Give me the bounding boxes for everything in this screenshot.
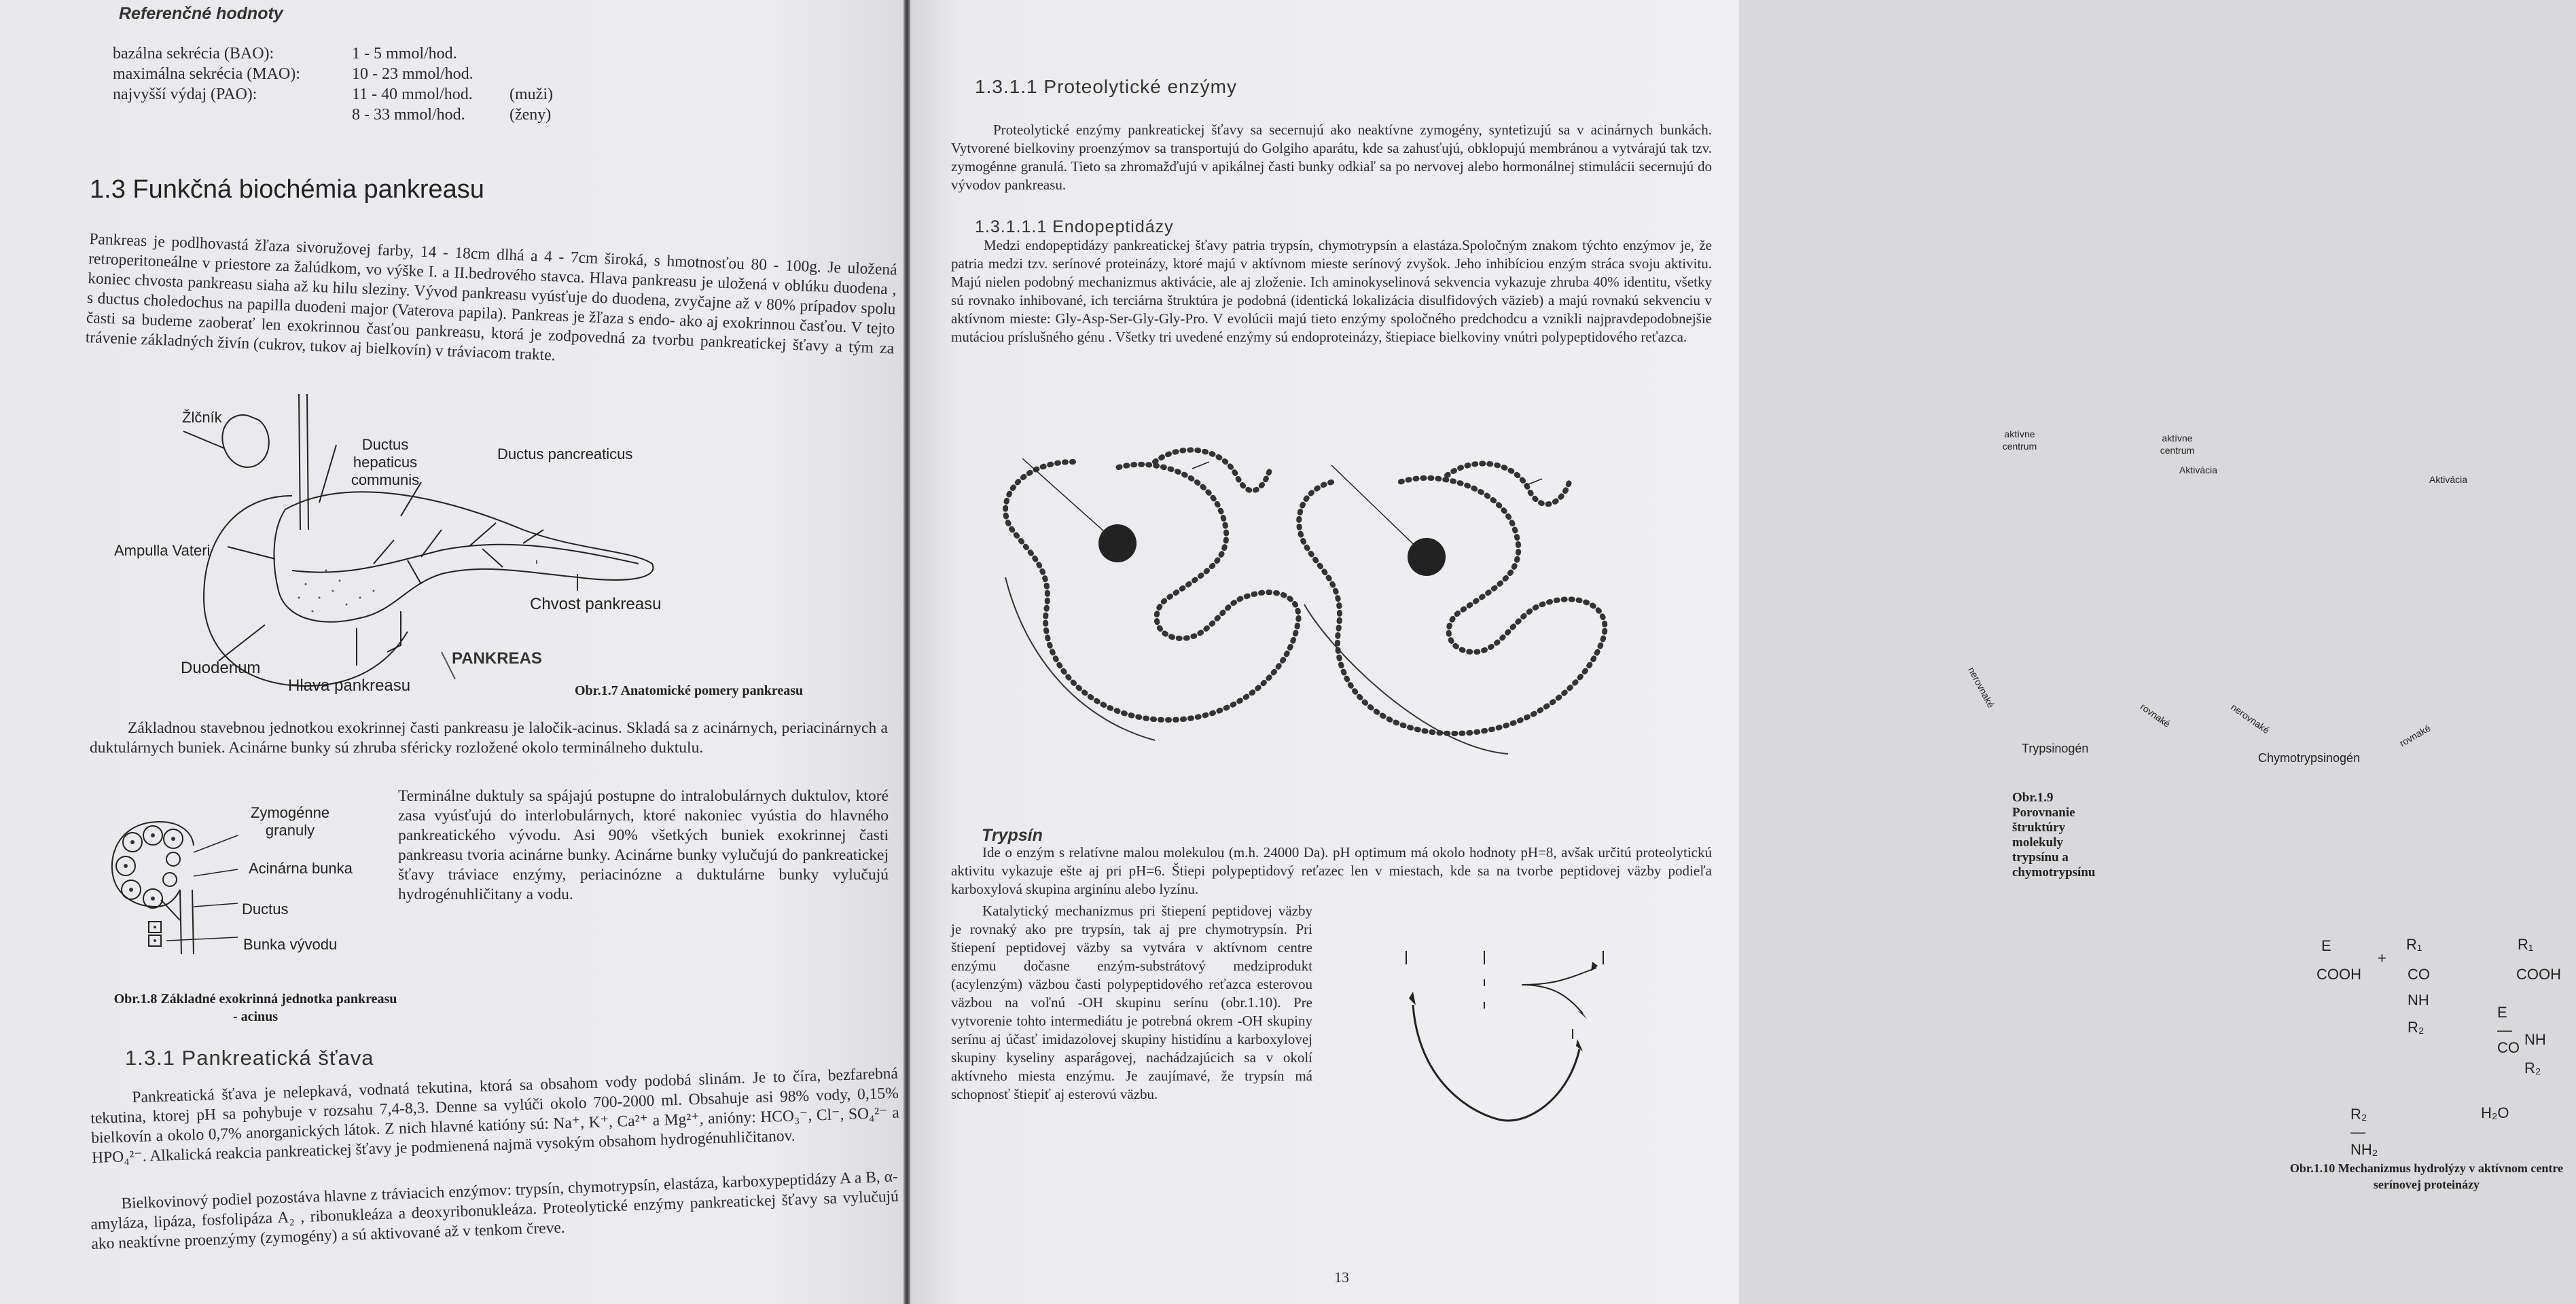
chem-E-CO: E—CO [2497, 1004, 2520, 1056]
endopeptidases-paragraph: Medzi endopeptidázy pankreatickej šťavy patria trypsín, chymotrypsín a elastáza.Spoločným znakom týchto enzýmov je, že patria medzi tzv. serínové proteinázy, ktoré majú v aktívnom mieste serínový zvyšok. Jeho inhibíciou enzým stráca svoju aktivitu. Majú nielen podobný mechanizmus aktivácie, ale aj zloženie. Ich aminokyselinová sekvencia vykazuje zhruba 40% identitu, všetky sú rovnako inhibované, ich terciárna štruktúra je podobná (identická lokalizácia disulfidových väzieb) a majú rovnakú sekvenciu v aktívnom mieste: Gly-Asp-Ser-Gly-Gly-Pro. V evolúcii majú tieto enzýmy spoločného predchodcu a vznikli najpravdepodobnejšie mutáciou príslušného génu . Všetky tri uvedené enzýmy sú endoproteinázy, štiepiace bielkoviny vnútri polypeptidového reťazca. [951, 237, 1712, 345]
label-ampulla-vateri: Ampulla Vateri [114, 542, 211, 559]
label-ductus: Ductus [242, 901, 289, 918]
reference-values-title: Referenčné hodnoty [119, 4, 283, 23]
trypsinogen-chymotrypsinogen-figure [951, 435, 1712, 774]
subsection-title-pancreatic-juice: 1.3.1 Pankreatická šťava [125, 1046, 374, 1070]
acinus-paragraph: Základnou stavebnou jednotkou exokrinnej časti pankreasu je laločik-acinus. Skladá sa z acinárnych, periacinárnych a duktulárnych buniek. Acinárne bunky sú zhruba sféricky rozložené okolo terminálneho duktulu. [90, 719, 888, 757]
catalytic-mechanism-paragraph: Katalytický mechanizmus pri štiepení peptidovej väzby je rovnaký ako pre trypsín, tak aj pre chymotrypsín. Pri štiepení peptidovej väzby sa vytvára v aktívnom centre enzýmu dočasne enzým-substrátový medziprodukt (acylenzým) väzbou časti polypeptidového reťazca esterovou väzbou na voľnú -OH skupinu serínu (obr.1.10). Pre vytvorenie tohto intermediátu je potrebná okrem -OH skupiny serínu aj účasť imidazolovej skupiny histidínu a karboxylovej skupiny kyseliny asparágovej, nachádzajúcich sa v okolí aktívneho miesta enzýmu. Je zaujímavé, že trypsín má schopnosť štiepiť aj esterovú väzbu. [951, 903, 1312, 1102]
figure-1-8-caption: Obr.1.8 Základné exokrinná jednotka pankreasu - acinus [113, 992, 397, 1024]
label-unequal-1: nerovnaké [1966, 665, 1997, 710]
left-page [0, 0, 904, 1304]
book-gutter [904, 0, 910, 1304]
label-gallbladder: Žlčník [182, 409, 222, 426]
label-active-center-2: aktívne centrum [2160, 433, 2195, 456]
label-zymogen-granules: Zymogénne granuly [250, 804, 330, 839]
intro-paragraph: Pankreas je podlhovastá žľaza sivoružovej farby, 14 - 18cm dlhá a 4 - 7cm široká, s hmotnosťou 80 - 100g. Je uložená retroperitoneálne v priestore za žalúdkom, vo výške I. a II.bedrového stavca. Hlava pankreasu je uložená v oblúku duodena , koniec chvosta pankreasu siaha až ku hilu sleziny. Vývod pankreasu vyúsťuje do duodena, zvyčajne až v 80% prípadov spolu s ductus choledochus na papilla duodeni major (Vaterova papila). Pankreas je žľaza s endo- ako aj exokrinnou časťou. V tejto časti sa budeme zaoberať len exokrinnou časťou pankreasu, ktorá je zodpovedná za tvorbu pankreatickej šťavy a tým za trávenie základných živín (cukrov, tukov aj bielkovín) v tráviacom trakte. [85, 230, 898, 365]
label-ductus-pancreaticus: Ductus pancreaticus [497, 446, 633, 463]
chem-COOH-right: COOH [2516, 966, 2561, 983]
chem-R2-right: R₂ [2524, 1060, 2541, 1076]
hepatic-duct [299, 394, 308, 530]
pancreatic-juice-paragraph-2: Bielkovinový podiel pozostáva hlavne z tráviacich enzýmov: trypsín, chymotrypsín, elastáza, karboxypeptidázy A a B, α-amyláza, lipáza, fosfolipáza A₂ , ribonukleáza a deoxyribonukleáza. Proteolytické enzýmy pankreatickej šťavy sa vylučujú ako neaktívne proenzýmy (zymogény) a sú aktivované až v tenkom čreve. [90, 1167, 899, 1253]
chem-R1-right: R₁ [2518, 936, 2534, 953]
label-activation-1: Aktivácia [2179, 465, 2218, 475]
chem-plus: + [2378, 949, 2386, 966]
label-equal-2: rovnaké [2397, 722, 2433, 749]
label-active-center-1: aktívne centrum [2002, 429, 2037, 452]
pancreatic-juice-paragraph-1: Pankreatická šťava je nelepkavá, vodnatá tekutina, ktorá sa obsahom vody podobá slinám. Je to číra, bezfarebná tekutina, ktorej pH sa pohybuje v rozsahu 7,4-8,3. Denne sa vylúči okolo 700-2000 ml. Obsahuje asi 98% vody, 0,15% bielkovín a okolo 0,7% anorganických látok. Z nich hlavné katióny sú: Na⁺, K⁺, Ca²⁺ a Mg²⁺, anióny: HCO₃⁻, Cl⁻, SO₄²⁻ a HPO₄²⁻. Alkalická reakcia pankreatickej šťavy je podmienená najmä vysokým obsahom hydrogénuhličitanov. [90, 1064, 900, 1167]
chem-CO: CO [2408, 966, 2430, 983]
section-title: 1.3 Funkčná biochémia pankreasu [90, 175, 484, 204]
chymotrypsinogen-chain [1299, 464, 1605, 734]
chem-COOH-left: COOH [2316, 966, 2361, 983]
heading-endopeptidases: 1.3.1.1.1 Endopeptidázy [975, 217, 1174, 236]
acinus-figure [105, 812, 255, 968]
chem-E: E [2321, 937, 2331, 954]
label-pankreas: PANKREAS [452, 649, 542, 668]
label-pancreas-tail: Chvost pankreasu [530, 595, 662, 613]
right-page [910, 0, 2564, 1304]
heading-proteolytic-enzymes: 1.3.1.1 Proteolytické enzýmy [975, 76, 1237, 97]
table-row: najvyšší výdaj (PAO): 11 - 40 mmol/hod. (muži) [113, 86, 553, 103]
label-unequal-2: nerovnaké [2229, 701, 2272, 736]
figure-1-10-caption: Obr.1.10 Mechanizmus hydrolýzy v aktívnom centre serínovej proteinázy [2289, 1161, 2564, 1191]
label-duodenum: Duodenum [181, 659, 261, 677]
heading-trypsin: Trypsín [982, 826, 1043, 845]
label-ductus-hepaticus: Ductus hepaticus communis [351, 436, 420, 488]
hydrolysis-mechanism-figure [1399, 937, 1685, 1134]
table-row: bazálna sekrécia (BAO): 1 - 5 mmol/hod. [113, 45, 457, 62]
label-acinar-cell: Acinárna bunka [249, 860, 353, 877]
gallbladder-shape [222, 415, 268, 467]
reference-values-table [113, 45, 561, 126]
label-chymotrypsinogen: Chymotrypsinogén [2258, 751, 2361, 765]
chem-H2O: H₂O [2481, 1104, 2509, 1121]
trypsin-paragraph: Ide o enzým s relatívne malou molekulou (m.h. 24000 Da). pH optimum má okolo hodnoty pH=8, avšak určitú proteolytickú aktivitu vykazuje ešte aj pri pH=6. Štiepi polypeptidový reťazec len v miestach, kde sa na tvorbe peptidovej väzby podieľa karboxylová skupina arginínu alebo lyzínu. [951, 844, 1712, 897]
chem-NH-right: NH [2524, 1031, 2546, 1048]
page-number: 13 [1334, 1269, 1349, 1286]
label-trypsinogen: Trypsinogén [2022, 742, 2089, 755]
table-row: 8 - 33 mmol/hod. (ženy) [352, 106, 552, 124]
chem-R1-left: R₁ [2406, 936, 2422, 953]
ductules-paragraph: Terminálne duktuly sa spájajú postupne do intralobulárnych duktulov, ktoré zasa vyúsťujú do interlobulárnych, ktoré nakoniec vyústia do hlavného pankreatického vývodu. Asi 90% všetkých buniek exokrinnej časti pankreasu tvoria acinárne bunky. Acinárne bunky vylučujú do pankreatickej šťavy tráviace enzýmy, periacinózne a duktulárne bunky vylučujú hydrogénuhličitany a vodu. [398, 787, 889, 903]
chem-NH-left: NH [2408, 992, 2429, 1009]
trypsinogen-chain [1005, 450, 1299, 720]
figure-1-7-caption: Obr.1.7 Anatomické pomery pankreasu [575, 683, 804, 698]
label-equal-1: rovnaké [2138, 701, 2172, 729]
chem-R2-left: R₂ [2408, 1019, 2425, 1036]
table-row: maximálna sekrécia (MAO): 10 - 23 mmol/hod. [113, 65, 473, 83]
proteolytic-paragraph: Proteolytické enzýmy pankreatickej šťavy sa secernujú ako neaktívne zymogény, syntetizujú sa v acinárnych bunkách. Vytvorené bielkoviny proenzýmov sa transportujú do Golgiho aparátu, kde sa zahusťujú, obklopujú membránou a vytvárajú tak tzv. zymogénne granulá. Tieto sa zhromažďujú v apikálnej časti bunky odkiaľ sa po nervovej alebo hormonálnej stimulácii secernujú do vývodov pankreasu. [951, 122, 1712, 193]
label-duct-cell: Bunka vývodu [243, 936, 338, 953]
label-activation-2: Aktivácia [2429, 474, 2468, 485]
pancreatic-duct [292, 545, 639, 573]
label-pancreas-head: Hlava pankreasu [288, 676, 411, 695]
chem-R2-NH2: R₂—NH₂ [2350, 1106, 2378, 1158]
figure-1-9-caption: Obr.1.9 Porovnanie štruktúry molekuly trypsínu a chymotrypsínu [2012, 791, 2096, 880]
duodenum-outline [204, 496, 408, 686]
